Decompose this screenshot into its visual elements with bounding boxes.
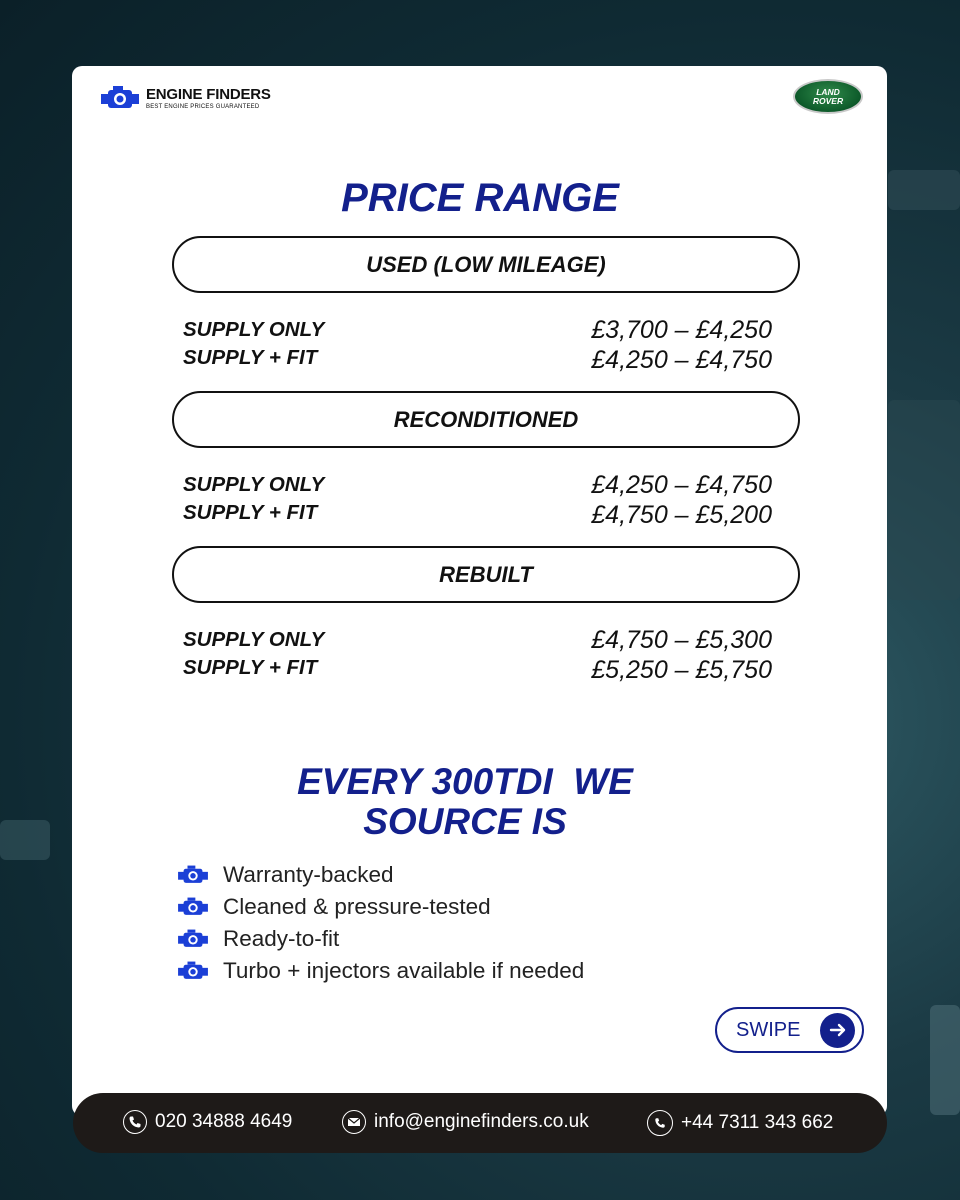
benefit-text: Ready-to-fit: [223, 926, 340, 951]
price-row-value: £4,250 – £4,750: [591, 471, 772, 499]
price-row-value: £3,700 – £4,250: [591, 316, 772, 344]
contact-whatsapp[interactable]: [647, 1110, 833, 1136]
price-row-label: SUPPLY + FIT: [183, 501, 318, 524]
engine-icon: [177, 928, 209, 950]
brand-tagline: BEST ENGINE PRICES GUARANTEED: [146, 103, 260, 110]
benefit-text: Turbo + injectors available if needed: [223, 958, 585, 983]
land-rover-logo-text: LAND: [816, 86, 840, 97]
price-row-value: £4,750 – £5,300: [591, 626, 772, 654]
phone-number: 020 34888 4649: [155, 1111, 293, 1132]
price-row-label: SUPPLY + FIT: [183, 346, 318, 369]
engine-icon: [177, 896, 209, 918]
arrow-right-icon: [820, 1013, 855, 1048]
phone-icon: [123, 1110, 147, 1134]
price-row-value: £5,250 – £5,750: [591, 656, 772, 684]
swipe-button[interactable]: [715, 1007, 864, 1053]
whatsapp-icon: [647, 1110, 673, 1136]
email-icon: [342, 1110, 366, 1134]
whatsapp-number: +44 7311 343 662: [681, 1112, 834, 1133]
section-heading-used: USED (LOW MILEAGE): [172, 236, 800, 293]
email-address: info@enginefinders.co.uk: [374, 1111, 589, 1132]
benefit-item: [177, 894, 491, 920]
benefit-text: Cleaned & pressure-tested: [223, 894, 491, 919]
price-row-label: SUPPLY + FIT: [183, 656, 318, 679]
land-rover-logo: [793, 79, 863, 114]
engine-icon: [100, 84, 140, 112]
swipe-label: SWIPE: [736, 1018, 801, 1041]
brand-logo: [100, 84, 271, 112]
contact-phone[interactable]: [123, 1110, 292, 1134]
price-row-value: £4,250 – £4,750: [591, 346, 772, 374]
price-row-value: £4,750 – £5,200: [591, 501, 772, 529]
background-shape: [888, 400, 960, 600]
engine-icon: [177, 960, 209, 982]
contact-email[interactable]: [342, 1110, 589, 1134]
benefits-title-line: SOURCE IS: [363, 801, 567, 842]
page-title: PRICE RANGE: [341, 176, 619, 220]
benefit-text: Warranty-backed: [223, 862, 394, 887]
section-heading-reconditioned: RECONDITIONED: [172, 391, 800, 448]
benefits-title: [0, 762, 930, 842]
benefit-item: [177, 926, 339, 952]
benefit-item: [177, 958, 584, 984]
benefit-item: [177, 862, 393, 888]
price-row-label: SUPPLY ONLY: [183, 318, 325, 341]
engine-icon: [177, 864, 209, 886]
benefits-title-line: EVERY 300TDI WE: [297, 761, 633, 802]
price-row-label: SUPPLY ONLY: [183, 473, 325, 496]
section-heading-rebuilt: REBUILT: [172, 546, 800, 603]
land-rover-logo-text: ROVER: [812, 95, 844, 106]
brand-name: ENGINE FINDERS: [146, 85, 271, 103]
price-row-label: SUPPLY ONLY: [183, 628, 325, 651]
background-shape: [930, 1005, 960, 1115]
